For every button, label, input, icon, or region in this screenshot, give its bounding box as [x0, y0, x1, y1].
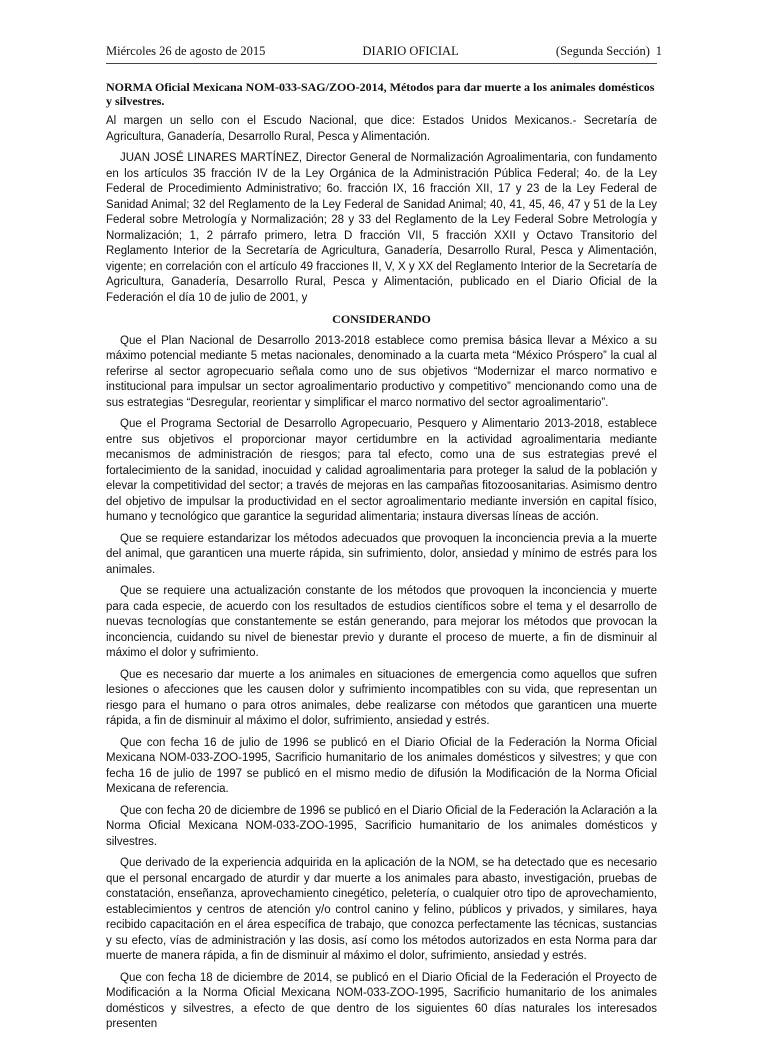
considerando-paragraph: Que el Programa Sectorial de Desarrollo Agropecuario, Pesquero y Alimentario 2013-2018, establece entre sus objetivos el proporcionar mayor certidumbre en la actividad agroalimentaria mediante mecanismos de administración de riesgos; para tal efecto, como una de sus estrategias prevé el fortalecimiento de la sanidad, inocuidad y calidad agroalimentaria para proteger la salud de la población y elevar la competitividad del sector; a través de mejoras en las campañas fitozoosanitarias. Asimismo dentro del objetivo de impulsar la productividad en el sector agroalimentario mediante inversión en capital físico, humano y tecnológico que garantice la seguridad alimentaria; instaura diversas líneas de acción.: [106, 418, 657, 523]
considerando-paragraph: Que con fecha 18 de diciembre de 2014, se publicó en el Diario Oficial de la Federación el Proyecto de Modificación a la Norma Oficial Mexicana NOM-033-ZOO-1995, Sacrificio humanitario de los animales domésticos y silvestres, a efecto de que dentro de los siguientes 60 días naturales los interesados presenten: [106, 971, 657, 1030]
section-heading: CONSIDERANDO: [332, 312, 431, 326]
document-body: [106, 80, 657, 1039]
header-divider: [106, 63, 657, 64]
header-date: Miércoles 26 de agosto de 2015: [106, 44, 266, 58]
considerando-paragraph: Que el Plan Nacional de Desarrollo 2013-2018 establece como premisa básica llevar a México a su máximo potencial mediante 5 metas nacionales, denominado a la cuarta meta “México Próspero” la cual al referirse al sector agropecuario señala como uno de sus objetivos “Modernizar el marco normativo e institucional para impulsar un sector agroalimentario productivo y competitivo” mencionando como una de sus estrategias “Desregular, reorientar y simplificar el marco normativo del sector agroalimentario”.: [106, 334, 657, 409]
intro-signatory-paragraph: JUAN JOSÉ LINARES MARTÍNEZ, Director General de Normalización Agroalimentaria, con fundamento en los artículos 35 fracción IV de la Ley Orgánica de la Administración Pública Federal; 4o. de la Ley Federal de Procedimiento Administrativo; 6o. fracción IX, 16 fracción XII, 17 y 23 de la Ley Federal de Sanidad Animal; 32 del Reglamento de la Ley Federal de Sanidad Animal; 40, 41, 45, 46, 47 y 51 de la Ley Federal sobre Metrología y Normalización; 28 y 33 del Reglamento de la Ley Federal Sobre Metrología y Normalización; 1, 2 párrafo primero, letra D fracción VII, 5 fracción XXII y Octavo Transitorio del Reglamento Interior de la Secretaría de Agricultura, Ganadería, Desarrollo Rural, Pesca y Alimentación, vigente; en correlación con el artículo 49 fracciones II, V, X y XX del Reglamento Interior de la Secretaría de Agricultura, Ganadería, Desarrollo Rural, Pesca y Alimentación, publicado en el Diario Oficial de la Federación el día 10 de julio de 2001, y: [106, 152, 657, 304]
considerando-paragraph: Que se requiere estandarizar los métodos adecuados que provoquen la inconciencia previa a la muerte del animal, que garanticen una muerte rápida, sin sufrimiento, dolor, ansiedad y mínimo de estrés para los animales.: [106, 532, 657, 576]
considerando-paragraph: Que con fecha 20 de diciembre de 1996 se publicó en el Diario Oficial de la Federación la Aclaración a la Norma Oficial Mexicana NOM-033-ZOO-1995, Sacrificio humanitario de los animales domésticos y silvestres.: [106, 804, 657, 848]
header-page-number: 1: [655, 44, 662, 58]
document-title: NORMA Oficial Mexicana NOM-033-SAG/ZOO-2014, Métodos para dar muerte a los animales domésticos y silvestres.: [106, 80, 655, 108]
header-section: (Segunda Sección): [555, 44, 650, 58]
header-publication: DIARIO OFICIAL: [362, 44, 459, 58]
intro-margin-paragraph: Al margen un sello con el Escudo Nacional, que dice: Estados Unidos Mexicanos.- Secretaría de Agricultura, Ganadería, Desarrollo Rural, Pesca y Alimentación.: [106, 115, 657, 143]
page-header: [106, 44, 662, 59]
considerando-paragraph: Que derivado de la experiencia adquirida en la aplicación de la NOM, se ha detectado que es necesario que el personal encargado de aturdir y dar muerte a los animales para abasto, investigación, pruebas de constatación, enseñanza, aprovechamiento cinegético, peletería, o cualquier otro tipo de aprovechamiento, establecimientos y centros de atención y/o control canino y felino, públicos y privados, y similares, haya recibido capacitación en el área específica de trabajo, que conozca perfectamente las técnicas, sustancias y su efecto, vías de administración y las dosis, así como los métodos autorizados en esta Norma para dar muerte de manera rápida, a fin de disminuir al máximo el dolor, sufrimiento, ansiedad y estrés.: [106, 857, 657, 962]
considerando-paragraph: Que es necesario dar muerte a los animales en situaciones de emergencia como aquellos que sufren lesiones o afecciones que les causen dolor y sufrimiento incompatibles con su vida, que representan un riesgo para el humano o para otros animales, debe realizarse con métodos que garanticen una muerte rápida, a fin de disminuir al máximo el dolor, sufrimiento, ansiedad y estrés.: [106, 668, 657, 727]
considerando-paragraph: Que se requiere una actualización constante de los métodos que provoquen la inconciencia y muerte para cada especie, de acuerdo con los resultados de estudios científicos sobre el tema y el desarrollo de nuevas tecnologías que constantemente se están generando, para mejorar los métodos que provocan la inconciencia, cuidando su nivel de bienestar previo y durante el proceso de muerte, a fin de disminuir al máximo el dolor y sufrimiento.: [106, 585, 657, 659]
considerando-paragraph: Que con fecha 16 de julio de 1996 se publicó en el Diario Oficial de la Federación la Norma Oficial Mexicana NOM-033-ZOO-1995, Sacrificio humanitario de los animales domésticos y silvestres; y que con fecha 16 de julio de 1997 se publicó en el mismo medio de difusión la Modificación de la Norma Oficial Mexicana de referencia.: [106, 736, 657, 795]
